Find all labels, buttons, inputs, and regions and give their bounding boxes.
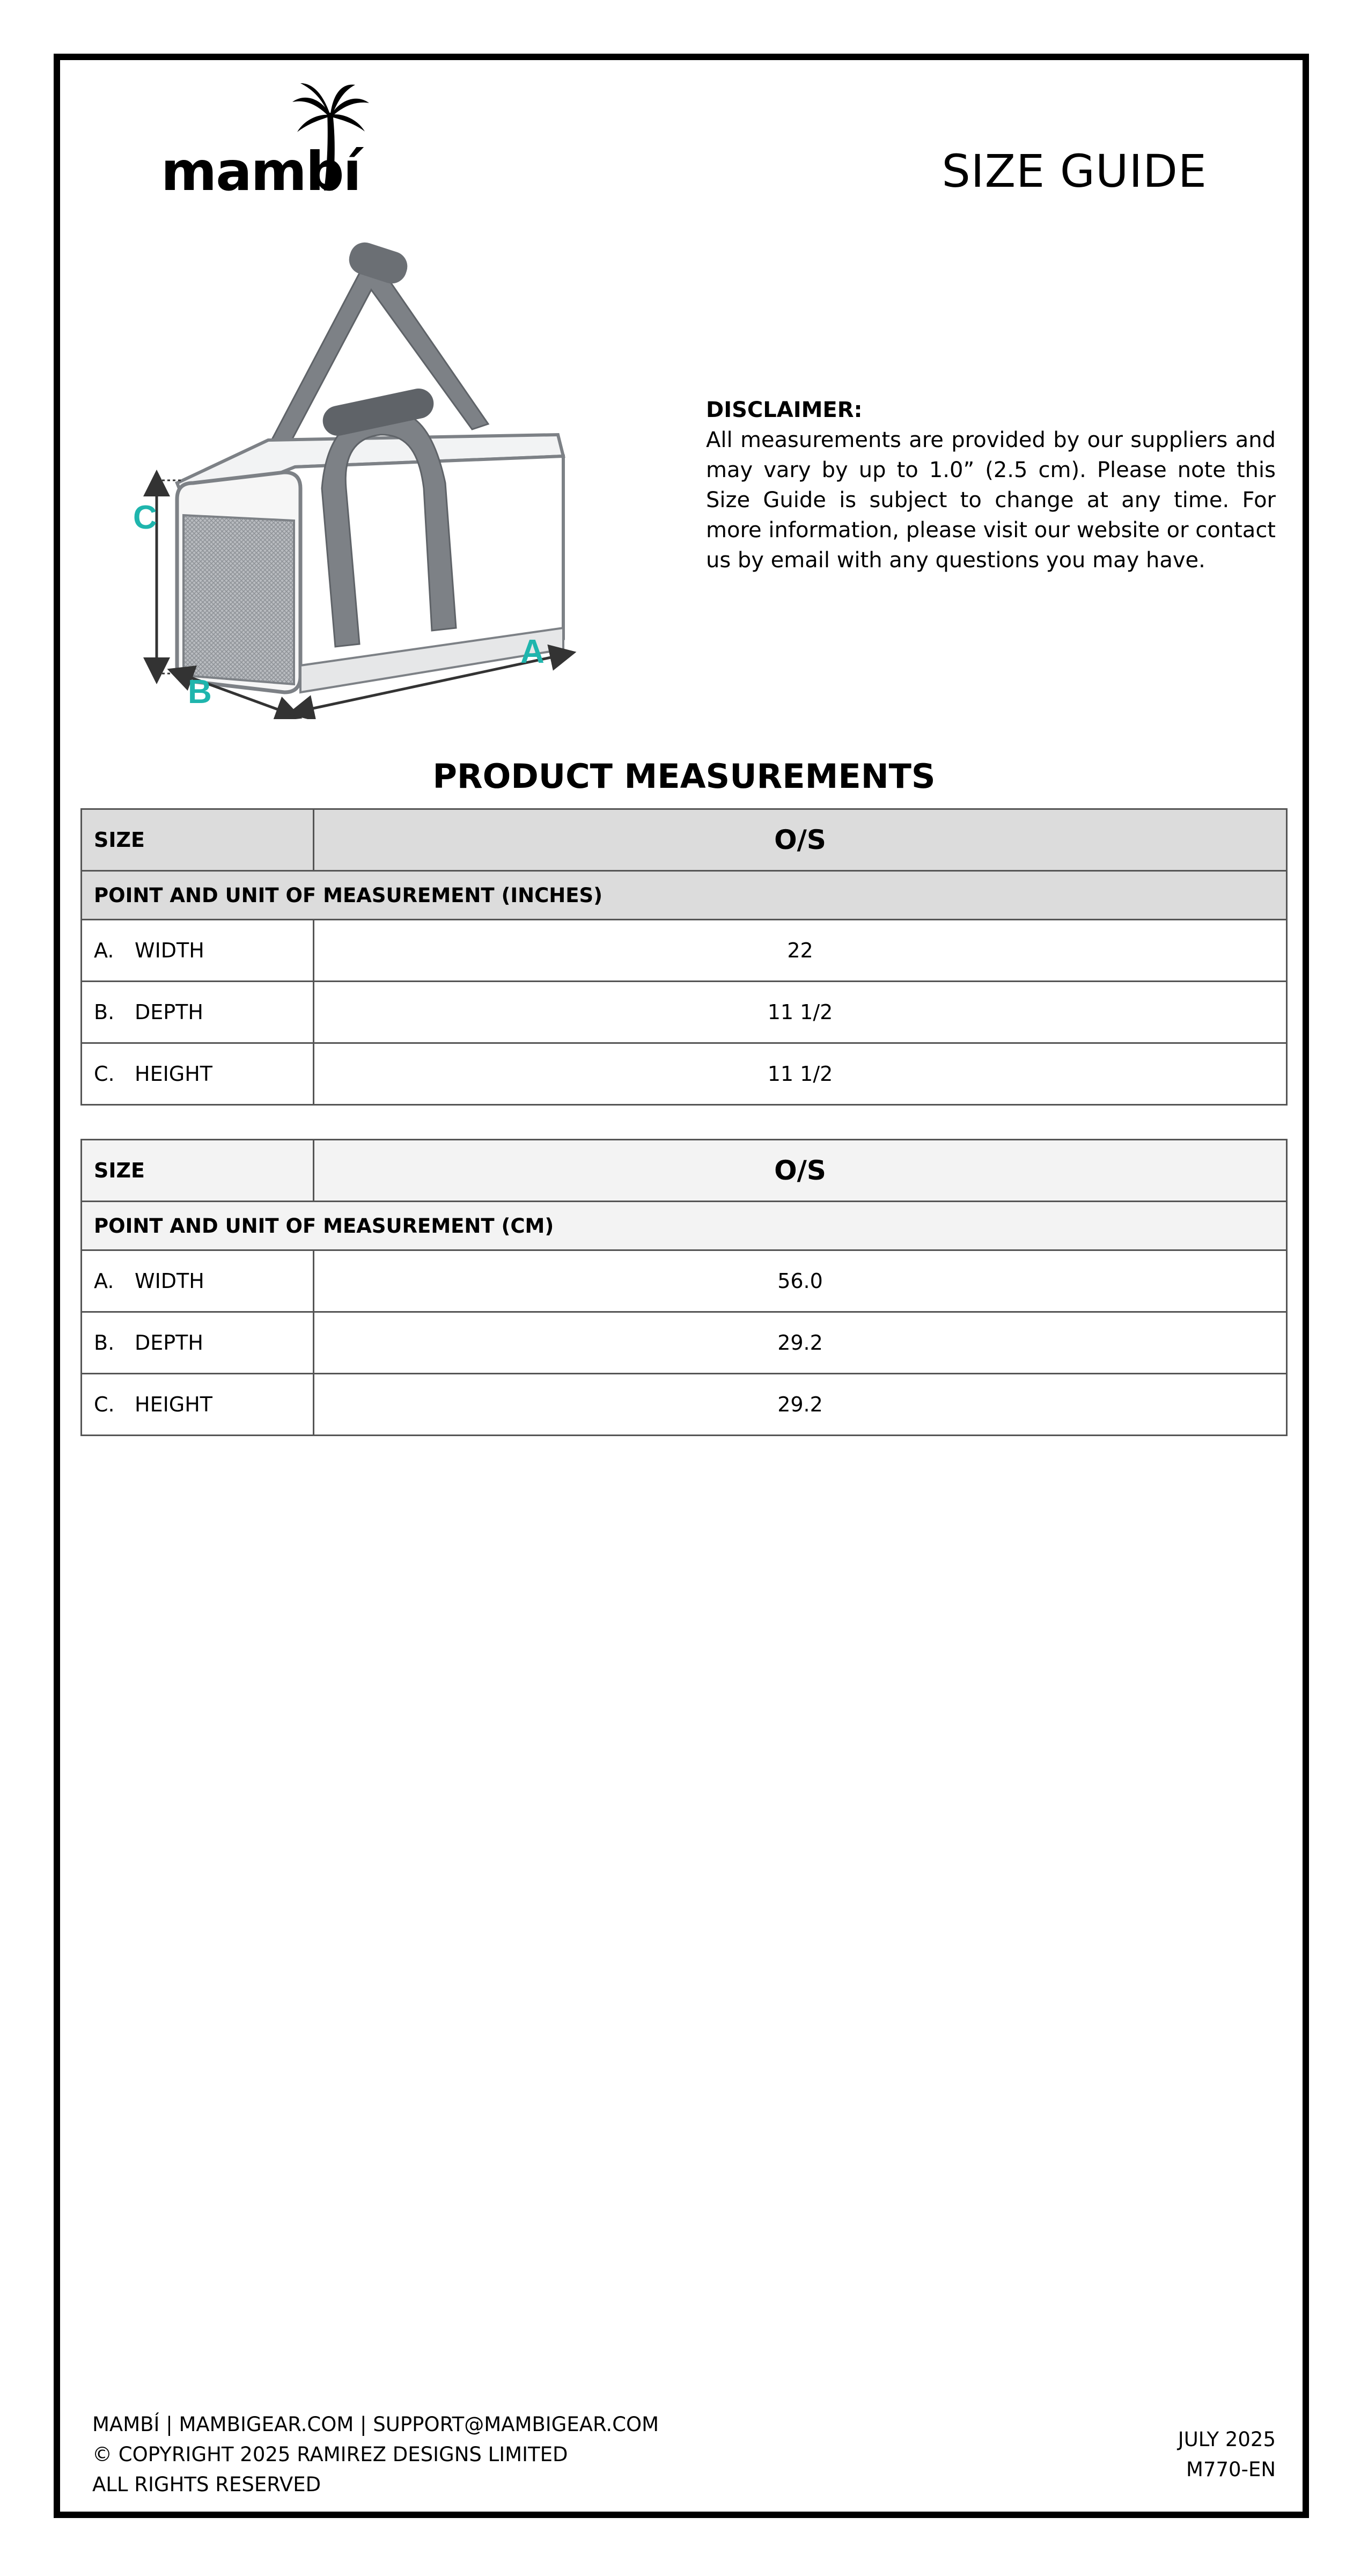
point-name: DEPTH	[135, 1331, 203, 1355]
page-title: SIZE GUIDE	[942, 145, 1207, 197]
product-measurements-title: PRODUCT MEASUREMENTS	[432, 757, 936, 796]
logo-wordmark: mambí	[161, 140, 361, 203]
measurement-value: 11 1/2	[314, 1043, 1287, 1105]
size-row	[82, 809, 1287, 871]
point-letter: A.	[94, 939, 114, 962]
dimension-label-b: B	[188, 674, 212, 711]
brand-logo	[156, 80, 386, 203]
measurement-value: 29.2	[314, 1374, 1287, 1436]
size-row	[82, 1140, 1287, 1202]
footer-date: JULY 2025	[1178, 2428, 1276, 2451]
measurement-value: 56.0	[314, 1250, 1287, 1312]
section-label: POINT AND UNIT OF MEASUREMENT (INCHES)	[82, 871, 1287, 920]
disclaimer-body: All measurements are provided by our suppliers and may vary by up to 1.0” (2.5 cm). Please note this Size Guide is subject to change at any time. For more information, please visit our website or contact us by email with any questions you may have.	[706, 428, 1276, 573]
footer-code: M770-EN	[1186, 2458, 1276, 2481]
point-letter: B.	[94, 1331, 115, 1355]
section-label: POINT AND UNIT OF MEASUREMENT (CM)	[82, 1202, 1287, 1250]
point-letter: C.	[94, 1062, 115, 1086]
section-row	[82, 1202, 1287, 1250]
point-name: HEIGHT	[135, 1393, 213, 1416]
measurements-table-cm	[80, 1139, 1288, 1436]
footer-rights: ALL RIGHTS RESERVED	[92, 2473, 321, 2496]
point-name: DEPTH	[135, 1000, 203, 1024]
point-letter: A.	[94, 1269, 114, 1293]
footer-copyright: © COPYRIGHT 2025 RAMIREZ DESIGNS LIMITED	[92, 2443, 568, 2466]
measurement-value: 22	[314, 920, 1287, 982]
dimension-label-a: A	[520, 633, 545, 670]
measurements-table-inches	[80, 808, 1288, 1106]
point-name: HEIGHT	[135, 1062, 213, 1086]
table-row	[82, 1374, 1287, 1436]
table-row	[82, 1250, 1287, 1312]
point-letter: C.	[94, 1393, 115, 1416]
disclaimer	[706, 395, 1276, 575]
disclaimer-heading: DISCLAIMER:	[706, 398, 863, 422]
point-name: WIDTH	[135, 1269, 204, 1293]
size-label: SIZE	[82, 809, 314, 871]
footer-right	[1178, 2425, 1276, 2485]
table-row	[82, 982, 1287, 1043]
footer-contact: MAMBÍ | MAMBIGEAR.COM | SUPPORT@MAMBIGEAR.COM	[92, 2413, 659, 2436]
measurement-value: 29.2	[314, 1312, 1287, 1374]
point-name: WIDTH	[135, 939, 204, 962]
section-row	[82, 871, 1287, 920]
dimension-label-c: C	[133, 499, 157, 536]
duffel-bag-diagram	[123, 231, 590, 719]
table-row	[82, 1312, 1287, 1374]
measurement-value: 11 1/2	[314, 982, 1287, 1043]
size-value: O/S	[314, 1140, 1287, 1202]
size-value: O/S	[314, 809, 1287, 871]
point-letter: B.	[94, 1000, 115, 1024]
size-label: SIZE	[82, 1140, 314, 1202]
table-row	[82, 920, 1287, 982]
table-row	[82, 1043, 1287, 1105]
footer-left	[92, 2410, 659, 2500]
